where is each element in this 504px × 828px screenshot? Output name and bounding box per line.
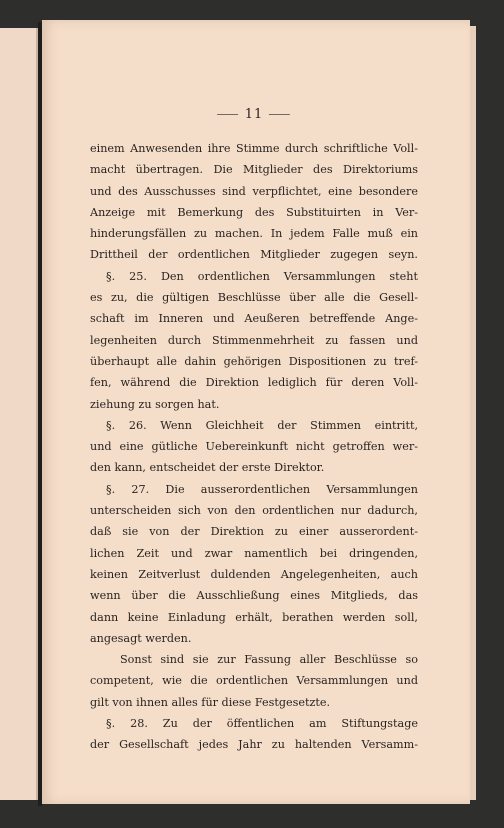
text-line: wenn über die Ausschließung eines Mitglieds, das (90, 589, 418, 603)
text-line: fen, während die Direktion lediglich für deren Voll- (90, 376, 418, 390)
text-line: §. 25. Den ordentlichen Versammlungen steht (106, 269, 418, 283)
right-page (42, 20, 470, 804)
text-lines (90, 138, 418, 756)
text-line: dann keine Einladung erhält, berathen werden soll, (90, 610, 418, 624)
text-line: den kann, entscheidet der erste Direktor. (90, 461, 325, 475)
text-line: lichen Zeit und zwar namentlich bei dringenden, (90, 546, 418, 560)
text-line: competent, wie die ordentlichen Versammlungen und (90, 674, 418, 688)
text-line: unterscheiden sich von den ordentlichen nur dadurch, (90, 504, 418, 518)
page-fore-edge (470, 26, 476, 800)
text-line: schaft im Inneren und Aeußeren betreffende Ange- (90, 312, 418, 326)
text-line: §. 28. Zu der öffentlichen am Stiftungstage (106, 717, 418, 731)
text-line: daß sie von der Direktion zu einer ausserordent- (90, 525, 418, 539)
text-line: ziehung zu sorgen hat. (90, 397, 220, 411)
text-line: es zu, die gültigen Beschlüsse über alle die Gesell- (90, 291, 418, 305)
text-line: gilt von ihnen alles für diese Festgesetzte. (90, 695, 331, 709)
text-line: überhaupt alle dahin gehörigen Dispositionen zu tref- (90, 354, 418, 368)
text-line: Anzeige mit Bemerkung des Substituirten in Ver- (90, 205, 418, 219)
text-line: Sonst sind sie zur Fassung aller Beschlüsse so (120, 653, 418, 667)
text-line: legenheiten durch Stimmenmehrheit zu fassen und (90, 333, 418, 347)
left-page-edge (0, 28, 38, 800)
text-line: einem Anwesenden ihre Stimme durch schriftliche Voll- (90, 142, 418, 155)
text-line: der Gesellschaft jedes Jahr zu haltenden Versamm- (90, 738, 418, 752)
text-line: macht übertragen. Die Mitglieder des Direktoriums (90, 163, 418, 177)
text-line: angesagt werden. (90, 631, 192, 645)
text-line: §. 26. Wenn Gleichheit der Stimmen eintritt, (106, 418, 418, 432)
text-line: §. 27. Die ausserordentlichen Versammlungen (106, 482, 418, 496)
text-line: und des Ausschusses sind verpflichtet, eine besondere (90, 184, 418, 198)
text-line: keinen Zeitverlust duldenden Angelegenheiten, auch (90, 567, 418, 581)
text-line: hinderungsfällen zu machen. In jedem Falle muß ein (90, 227, 418, 241)
page-text (90, 106, 418, 756)
page-number: ⸺ 11 ⸺ (216, 107, 292, 122)
text-line: und eine gütliche Uebereinkunft nicht getroffen wer- (90, 440, 418, 454)
text-line: Drittheil der ordentlichen Mitglieder zugegen seyn. (90, 248, 418, 262)
